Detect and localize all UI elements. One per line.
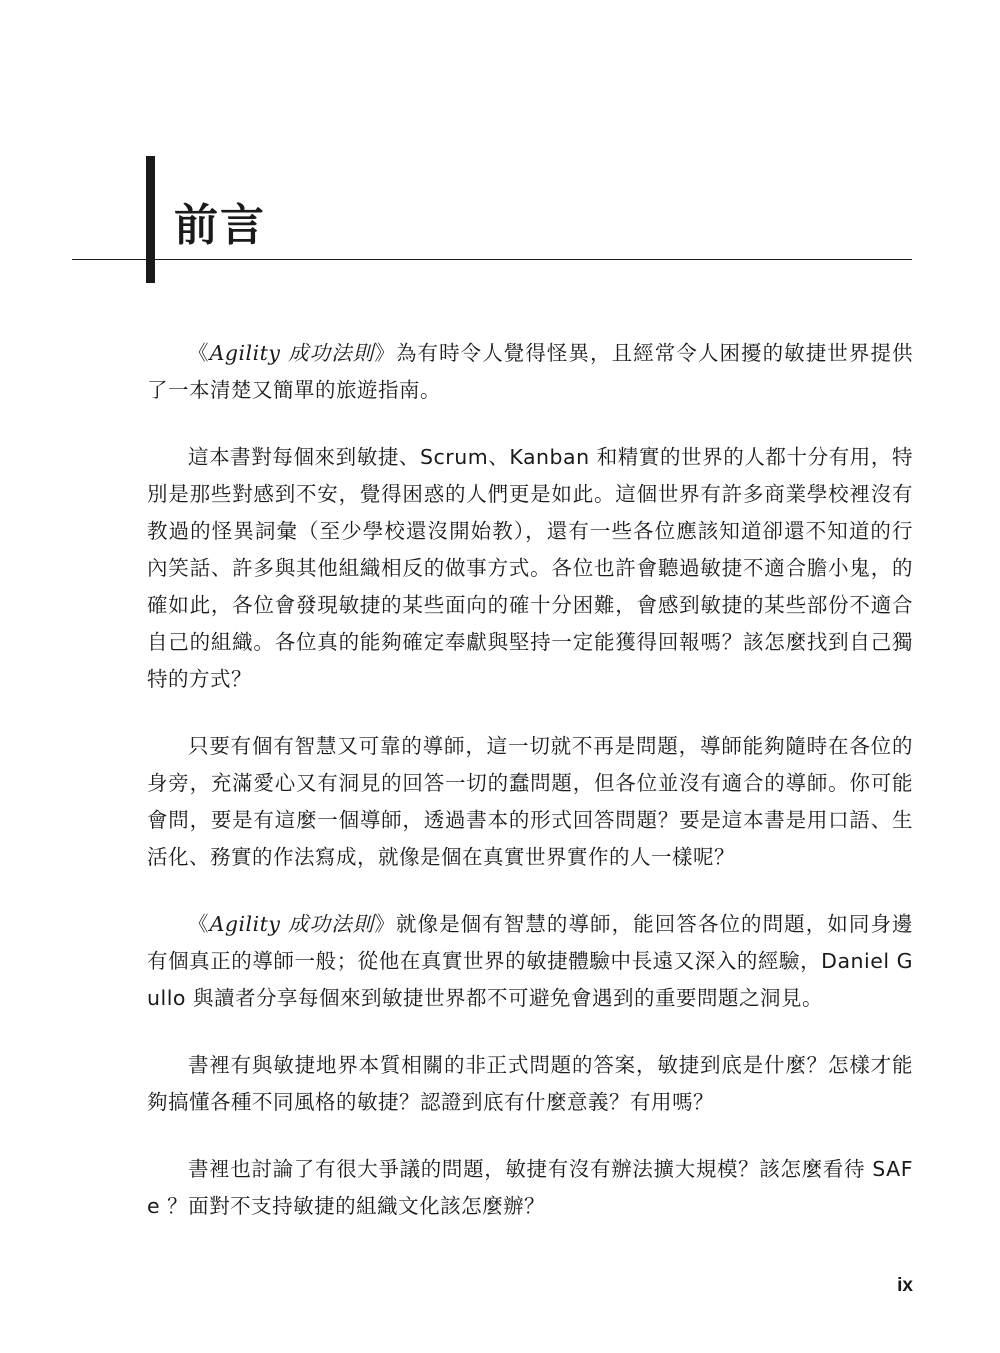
paragraph-1: [147, 335, 913, 409]
paragraph-2: [147, 439, 913, 698]
book-title: Agility 成功法則: [209, 912, 375, 936]
paragraph-5-text: 書裡有與敏捷地界本質相關的非正式問題的答案，敏捷到底是什麼？怎樣才能夠搞懂各種不同風格的敏捷？認證到底有什麼意義？有用嗎？: [147, 1053, 913, 1114]
paragraph-4-text: 就像是個有智慧的導師，能回答各位的問題，如同身邊有個真正的導師一般；從他在真實世界的敏捷體驗中長遠又深入的經驗，Daniel Gullo 與讀者分享每個來到敏捷世界都不可避免會遇到的重要問題之洞見。: [147, 912, 914, 1010]
book-title-close-bracket: 》: [374, 341, 396, 365]
paragraph-1-text: 為有時令人覺得怪異，且經常令人困擾的敏捷世界提供了一本清楚又簡單的旅遊指南。: [147, 341, 914, 402]
heading-accent-bar: [146, 156, 155, 283]
book-title-open-bracket: 《: [188, 912, 210, 936]
paragraph-2-text: 這本書對每個來到敏捷、Scrum、Kanban 和精實的世界的人都十分有用，特別是那些對感到不安，覺得困惑的人們更是如此。這個世界有許多商業學校裡沒有教過的怪異詞彙（至少學校還沒開始教），還有一些各位應該知道卻還不知道的行內笑話、許多與其他組織相反的做事方式。各位也許會聽過敏捷不適合膽小鬼，的確如此，各位會發現敏捷的某些面向的確十分困難，會感到敏捷的某些部份不適合自己的組織。各位真的能夠確定奉獻與堅持一定能獲得回報嗎？該怎麼找到自己獨特的方式？: [147, 445, 913, 691]
paragraph-6: [147, 1151, 913, 1225]
paragraph-3-text: 只要有個有智慧又可靠的導師，這一切就不再是問題，導師能夠隨時在各位的身旁，充滿愛心又有洞見的回答一切的蠢問題，但各位並沒有適合的導師。你可能會問，要是有這麼一個導師，透過書本的形式回答問題？要是這本書是用口語、生活化、務實的作法寫成，就像是個在真實世界實作的人一樣呢？: [147, 734, 913, 869]
heading-divider: [72, 259, 912, 260]
paragraph-4: [147, 906, 913, 1017]
page-title: 前言: [174, 200, 266, 251]
book-title-close-bracket: 》: [374, 912, 396, 936]
paragraph-6-text: 書裡也討論了有很大爭議的問題，敏捷有沒有辦法擴大規模？該怎麼看待 SAFe ？面對不支持敏捷的組織文化該怎麼辦？: [147, 1157, 913, 1218]
page-number: ix: [897, 1275, 913, 1296]
paragraph-3: [147, 728, 913, 876]
book-title: Agility 成功法則: [209, 341, 375, 365]
body-text: [147, 335, 913, 1255]
paragraph-5: [147, 1047, 913, 1121]
book-title-open-bracket: 《: [188, 341, 210, 365]
